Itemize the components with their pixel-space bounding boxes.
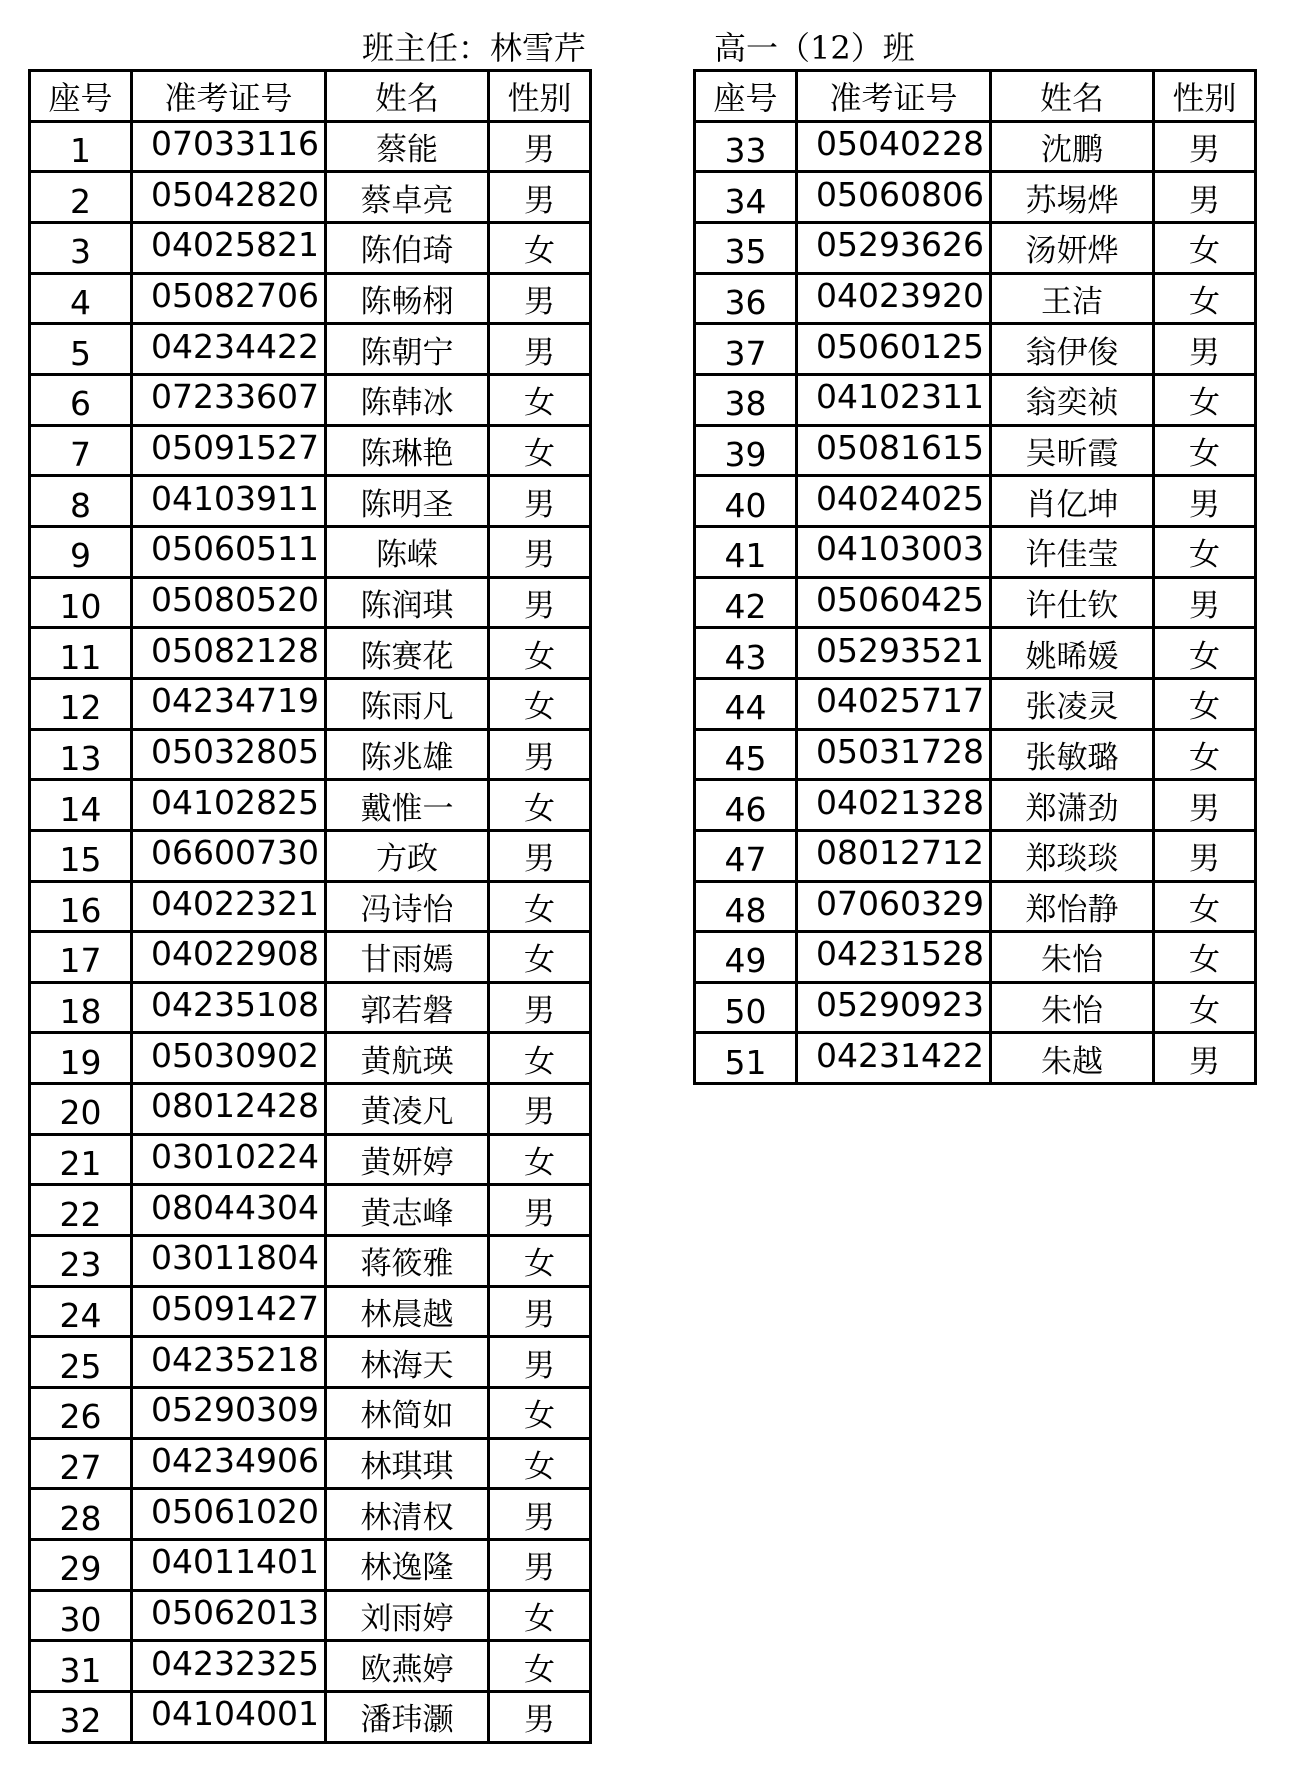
header-name: 姓名 — [326, 71, 489, 122]
table-row — [30, 1540, 591, 1591]
table-row — [30, 324, 591, 375]
student-gender: 女 — [489, 1590, 591, 1641]
student-name: 陈韩冰 — [326, 374, 489, 425]
seat-number: 41 — [695, 526, 797, 577]
student-name: 朱怡 — [991, 982, 1154, 1033]
student-gender: 女 — [1154, 678, 1256, 729]
student-name: 张敏璐 — [991, 729, 1154, 780]
student-gender: 女 — [489, 628, 591, 679]
student-name: 陈润琪 — [326, 577, 489, 628]
student-name: 蔡卓亮 — [326, 172, 489, 223]
student-name: 林琪琪 — [326, 1438, 489, 1489]
table-row — [30, 1185, 591, 1236]
header-ticket: 准考证号 — [132, 71, 326, 122]
student-name: 陈赛花 — [326, 628, 489, 679]
header-ticket: 准考证号 — [797, 71, 991, 122]
student-name: 朱怡 — [991, 932, 1154, 983]
student-gender: 女 — [1154, 932, 1256, 983]
seat-number: 49 — [695, 932, 797, 983]
seat-number: 43 — [695, 628, 797, 679]
table-row — [30, 678, 591, 729]
table-row — [30, 1134, 591, 1185]
table-row — [30, 121, 591, 172]
exam-ticket-number: 05091427 — [132, 1286, 326, 1337]
exam-ticket-number: 05080520 — [132, 577, 326, 628]
exam-ticket-number: 05290923 — [797, 982, 991, 1033]
exam-ticket-number: 08012712 — [797, 830, 991, 881]
exam-ticket-number: 04023920 — [797, 273, 991, 324]
student-gender: 女 — [489, 780, 591, 831]
student-name: 翁伊俊 — [991, 324, 1154, 375]
header-gender: 性别 — [489, 71, 591, 122]
seat-number: 21 — [30, 1134, 132, 1185]
seat-number: 50 — [695, 982, 797, 1033]
student-name: 潘玮灏 — [326, 1692, 489, 1743]
seat-number: 42 — [695, 577, 797, 628]
table-row — [695, 222, 1256, 273]
table-row — [695, 780, 1256, 831]
student-gender: 女 — [1154, 222, 1256, 273]
student-gender: 女 — [489, 1438, 591, 1489]
table-row — [30, 1236, 591, 1287]
seat-number: 6 — [30, 374, 132, 425]
exam-ticket-number: 04234422 — [132, 324, 326, 375]
table-row — [695, 526, 1256, 577]
student-name: 林海天 — [326, 1337, 489, 1388]
student-gender: 男 — [1154, 780, 1256, 831]
student-name: 陈伯琦 — [326, 222, 489, 273]
seat-number: 19 — [30, 1033, 132, 1084]
table-row — [30, 425, 591, 476]
exam-ticket-number: 05032805 — [132, 729, 326, 780]
seat-number: 15 — [30, 830, 132, 881]
exam-ticket-number: 07033116 — [132, 121, 326, 172]
student-name: 陈朝宁 — [326, 324, 489, 375]
exam-ticket-number: 07060329 — [797, 881, 991, 932]
seat-number: 46 — [695, 780, 797, 831]
seat-number: 27 — [30, 1438, 132, 1489]
student-name: 冯诗怡 — [326, 881, 489, 932]
exam-ticket-number: 06600730 — [132, 830, 326, 881]
exam-ticket-number: 05091527 — [132, 425, 326, 476]
seat-number: 36 — [695, 273, 797, 324]
table-row — [30, 1438, 591, 1489]
exam-ticket-number: 04234906 — [132, 1438, 326, 1489]
table-row — [695, 830, 1256, 881]
student-gender: 男 — [489, 830, 591, 881]
exam-ticket-number: 03010224 — [132, 1134, 326, 1185]
exam-ticket-number: 04232325 — [132, 1641, 326, 1692]
student-name: 陈雨凡 — [326, 678, 489, 729]
student-gender: 女 — [1154, 729, 1256, 780]
exam-ticket-number: 04104001 — [132, 1692, 326, 1743]
exam-ticket-number: 04022321 — [132, 881, 326, 932]
exam-ticket-number: 04011401 — [132, 1540, 326, 1591]
student-gender: 女 — [489, 1236, 591, 1287]
exam-ticket-number: 05060425 — [797, 577, 991, 628]
student-name: 刘雨婷 — [326, 1590, 489, 1641]
seat-number: 18 — [30, 982, 132, 1033]
table-header-row — [695, 71, 1256, 122]
table-row — [30, 1286, 591, 1337]
student-gender: 男 — [489, 1692, 591, 1743]
student-gender: 男 — [489, 476, 591, 527]
student-name: 方政 — [326, 830, 489, 881]
student-name: 陈兆雄 — [326, 729, 489, 780]
table-row — [695, 324, 1256, 375]
exam-ticket-number: 04102311 — [797, 374, 991, 425]
seat-number: 5 — [30, 324, 132, 375]
seat-number: 32 — [30, 1692, 132, 1743]
table-row — [695, 678, 1256, 729]
student-name: 林晨越 — [326, 1286, 489, 1337]
student-name: 郑潇劲 — [991, 780, 1154, 831]
student-gender: 男 — [489, 273, 591, 324]
table-row — [30, 780, 591, 831]
student-gender: 男 — [489, 324, 591, 375]
student-name: 蒋筱雅 — [326, 1236, 489, 1287]
student-gender: 男 — [489, 1286, 591, 1337]
exam-ticket-number: 04025821 — [132, 222, 326, 273]
seat-number: 33 — [695, 121, 797, 172]
student-gender: 女 — [489, 1388, 591, 1439]
student-gender: 女 — [1154, 526, 1256, 577]
table-row — [30, 982, 591, 1033]
student-gender: 女 — [489, 678, 591, 729]
exam-ticket-number: 05082128 — [132, 628, 326, 679]
student-name: 沈鹏 — [991, 121, 1154, 172]
homeroom-teacher-label: 班主任：林雪芹 — [362, 29, 587, 67]
student-gender: 女 — [489, 374, 591, 425]
table-row — [695, 1033, 1256, 1084]
student-name: 汤妍烨 — [991, 222, 1154, 273]
student-name: 许佳莹 — [991, 526, 1154, 577]
student-name: 蔡能 — [326, 121, 489, 172]
header-gender: 性别 — [1154, 71, 1256, 122]
exam-ticket-number: 04234719 — [132, 678, 326, 729]
student-gender: 男 — [1154, 577, 1256, 628]
student-gender: 男 — [489, 1540, 591, 1591]
seat-number: 39 — [695, 425, 797, 476]
table-row — [695, 476, 1256, 527]
table-row — [695, 982, 1256, 1033]
student-gender: 女 — [489, 1134, 591, 1185]
table-row — [30, 1337, 591, 1388]
seat-number: 30 — [30, 1590, 132, 1641]
student-name: 郑怡静 — [991, 881, 1154, 932]
table-row — [30, 1641, 591, 1692]
student-gender: 女 — [489, 881, 591, 932]
student-gender: 女 — [1154, 982, 1256, 1033]
table-row — [30, 628, 591, 679]
student-gender: 男 — [489, 1337, 591, 1388]
table-row — [30, 273, 591, 324]
seat-number: 34 — [695, 172, 797, 223]
table-row — [30, 476, 591, 527]
exam-ticket-number: 05293521 — [797, 628, 991, 679]
student-gender: 男 — [489, 729, 591, 780]
table-row — [30, 881, 591, 932]
student-gender: 女 — [1154, 628, 1256, 679]
student-name: 翁奕祯 — [991, 374, 1154, 425]
seat-number: 44 — [695, 678, 797, 729]
table-row — [30, 1084, 591, 1135]
student-gender: 女 — [489, 222, 591, 273]
exam-ticket-number: 05060511 — [132, 526, 326, 577]
exam-ticket-number: 07233607 — [132, 374, 326, 425]
seat-number: 35 — [695, 222, 797, 273]
roster-table-right — [693, 69, 1257, 1085]
table-row — [695, 881, 1256, 932]
student-name: 肖亿坤 — [991, 476, 1154, 527]
table-row — [695, 425, 1256, 476]
student-name: 戴惟一 — [326, 780, 489, 831]
seat-number: 23 — [30, 1236, 132, 1287]
seat-number: 8 — [30, 476, 132, 527]
seat-number: 22 — [30, 1185, 132, 1236]
exam-ticket-number: 04025717 — [797, 678, 991, 729]
table-row — [30, 1692, 591, 1743]
exam-ticket-number: 08012428 — [132, 1084, 326, 1135]
seat-number: 1 — [30, 121, 132, 172]
exam-ticket-number: 03011804 — [132, 1236, 326, 1287]
table-row — [695, 729, 1256, 780]
student-gender: 男 — [1154, 830, 1256, 881]
exam-ticket-number: 05082706 — [132, 273, 326, 324]
seat-number: 28 — [30, 1489, 132, 1540]
student-name: 姚晞媛 — [991, 628, 1154, 679]
exam-ticket-number: 04102825 — [132, 780, 326, 831]
student-gender: 女 — [489, 1033, 591, 1084]
student-gender: 男 — [1154, 1033, 1256, 1084]
seat-number: 47 — [695, 830, 797, 881]
table-row — [30, 1489, 591, 1540]
seat-number: 26 — [30, 1388, 132, 1439]
exam-ticket-number: 04103003 — [797, 526, 991, 577]
student-name: 黄航瑛 — [326, 1033, 489, 1084]
seat-number: 24 — [30, 1286, 132, 1337]
student-name: 陈明圣 — [326, 476, 489, 527]
student-name: 王洁 — [991, 273, 1154, 324]
student-gender: 女 — [1154, 881, 1256, 932]
seat-number: 20 — [30, 1084, 132, 1135]
roster-table-left — [28, 69, 592, 1744]
student-name: 欧燕婷 — [326, 1641, 489, 1692]
student-gender: 男 — [1154, 172, 1256, 223]
seat-number: 37 — [695, 324, 797, 375]
exam-ticket-number: 05031728 — [797, 729, 991, 780]
class-name-label: 高一（12）班 — [714, 29, 915, 67]
seat-number: 9 — [30, 526, 132, 577]
exam-ticket-number: 04022908 — [132, 932, 326, 983]
seat-number: 45 — [695, 729, 797, 780]
header-seat: 座号 — [695, 71, 797, 122]
exam-ticket-number: 05290309 — [132, 1388, 326, 1439]
seat-number: 4 — [30, 273, 132, 324]
table-row — [30, 374, 591, 425]
student-name: 黄妍婷 — [326, 1134, 489, 1185]
student-name: 苏埸烨 — [991, 172, 1154, 223]
header-seat: 座号 — [30, 71, 132, 122]
header-name: 姓名 — [991, 71, 1154, 122]
seat-number: 38 — [695, 374, 797, 425]
seat-number: 51 — [695, 1033, 797, 1084]
student-name: 林逸隆 — [326, 1540, 489, 1591]
table-header-row — [30, 71, 591, 122]
table-row — [30, 172, 591, 223]
table-row — [695, 577, 1256, 628]
seat-number: 31 — [30, 1641, 132, 1692]
exam-ticket-number: 08044304 — [132, 1185, 326, 1236]
student-gender: 男 — [1154, 324, 1256, 375]
exam-ticket-number: 05060806 — [797, 172, 991, 223]
exam-ticket-number: 05061020 — [132, 1489, 326, 1540]
student-gender: 男 — [489, 172, 591, 223]
exam-ticket-number: 05030902 — [132, 1033, 326, 1084]
student-gender: 男 — [489, 1185, 591, 1236]
student-gender: 男 — [1154, 476, 1256, 527]
seat-number: 13 — [30, 729, 132, 780]
student-name: 吴昕霞 — [991, 425, 1154, 476]
seat-number: 10 — [30, 577, 132, 628]
seat-number: 14 — [30, 780, 132, 831]
table-row — [695, 121, 1256, 172]
student-gender: 女 — [1154, 374, 1256, 425]
student-name: 林简如 — [326, 1388, 489, 1439]
table-row — [30, 830, 591, 881]
seat-number: 25 — [30, 1337, 132, 1388]
table-row — [30, 1033, 591, 1084]
exam-ticket-number: 04235218 — [132, 1337, 326, 1388]
student-gender: 男 — [489, 121, 591, 172]
seat-number: 12 — [30, 678, 132, 729]
student-name: 黄志峰 — [326, 1185, 489, 1236]
exam-ticket-number: 04231422 — [797, 1033, 991, 1084]
student-gender: 男 — [1154, 121, 1256, 172]
student-gender: 男 — [489, 526, 591, 577]
exam-ticket-number: 04231528 — [797, 932, 991, 983]
table-row — [30, 577, 591, 628]
seat-number: 11 — [30, 628, 132, 679]
seat-number: 2 — [30, 172, 132, 223]
table-row — [30, 222, 591, 273]
student-name: 郑琰琰 — [991, 830, 1154, 881]
exam-ticket-number: 05042820 — [132, 172, 326, 223]
student-gender: 女 — [489, 1641, 591, 1692]
table-row — [695, 932, 1256, 983]
exam-ticket-number: 04235108 — [132, 982, 326, 1033]
seat-number: 16 — [30, 881, 132, 932]
exam-ticket-number: 05040228 — [797, 121, 991, 172]
table-row — [30, 526, 591, 577]
table-row — [695, 374, 1256, 425]
exam-ticket-number: 05081615 — [797, 425, 991, 476]
student-gender: 女 — [489, 932, 591, 983]
student-gender: 男 — [489, 577, 591, 628]
student-gender: 男 — [489, 1489, 591, 1540]
table-row — [30, 729, 591, 780]
student-name: 甘雨嫣 — [326, 932, 489, 983]
table-row — [695, 273, 1256, 324]
seat-number: 29 — [30, 1540, 132, 1591]
exam-ticket-number: 05062013 — [132, 1590, 326, 1641]
student-name: 张凌灵 — [991, 678, 1154, 729]
seat-number: 48 — [695, 881, 797, 932]
exam-ticket-number: 05293626 — [797, 222, 991, 273]
seat-number: 7 — [30, 425, 132, 476]
exam-ticket-number: 04024025 — [797, 476, 991, 527]
student-gender: 女 — [489, 425, 591, 476]
student-gender: 女 — [1154, 425, 1256, 476]
exam-ticket-number: 05060125 — [797, 324, 991, 375]
student-name: 朱越 — [991, 1033, 1154, 1084]
exam-ticket-number: 04103911 — [132, 476, 326, 527]
seat-number: 3 — [30, 222, 132, 273]
student-gender: 女 — [1154, 273, 1256, 324]
student-gender: 男 — [489, 982, 591, 1033]
table-row — [30, 1388, 591, 1439]
table-row — [30, 932, 591, 983]
student-gender: 男 — [489, 1084, 591, 1135]
student-name: 陈琳艳 — [326, 425, 489, 476]
seat-number: 40 — [695, 476, 797, 527]
exam-ticket-number: 04021328 — [797, 780, 991, 831]
student-name: 黄凌凡 — [326, 1084, 489, 1135]
table-row — [30, 1590, 591, 1641]
seat-number: 17 — [30, 932, 132, 983]
table-row — [695, 628, 1256, 679]
table-row — [695, 172, 1256, 223]
student-name: 林清权 — [326, 1489, 489, 1540]
student-name: 陈嵘 — [326, 526, 489, 577]
student-name: 陈畅栩 — [326, 273, 489, 324]
student-name: 许仕钦 — [991, 577, 1154, 628]
student-name: 郭若磐 — [326, 982, 489, 1033]
